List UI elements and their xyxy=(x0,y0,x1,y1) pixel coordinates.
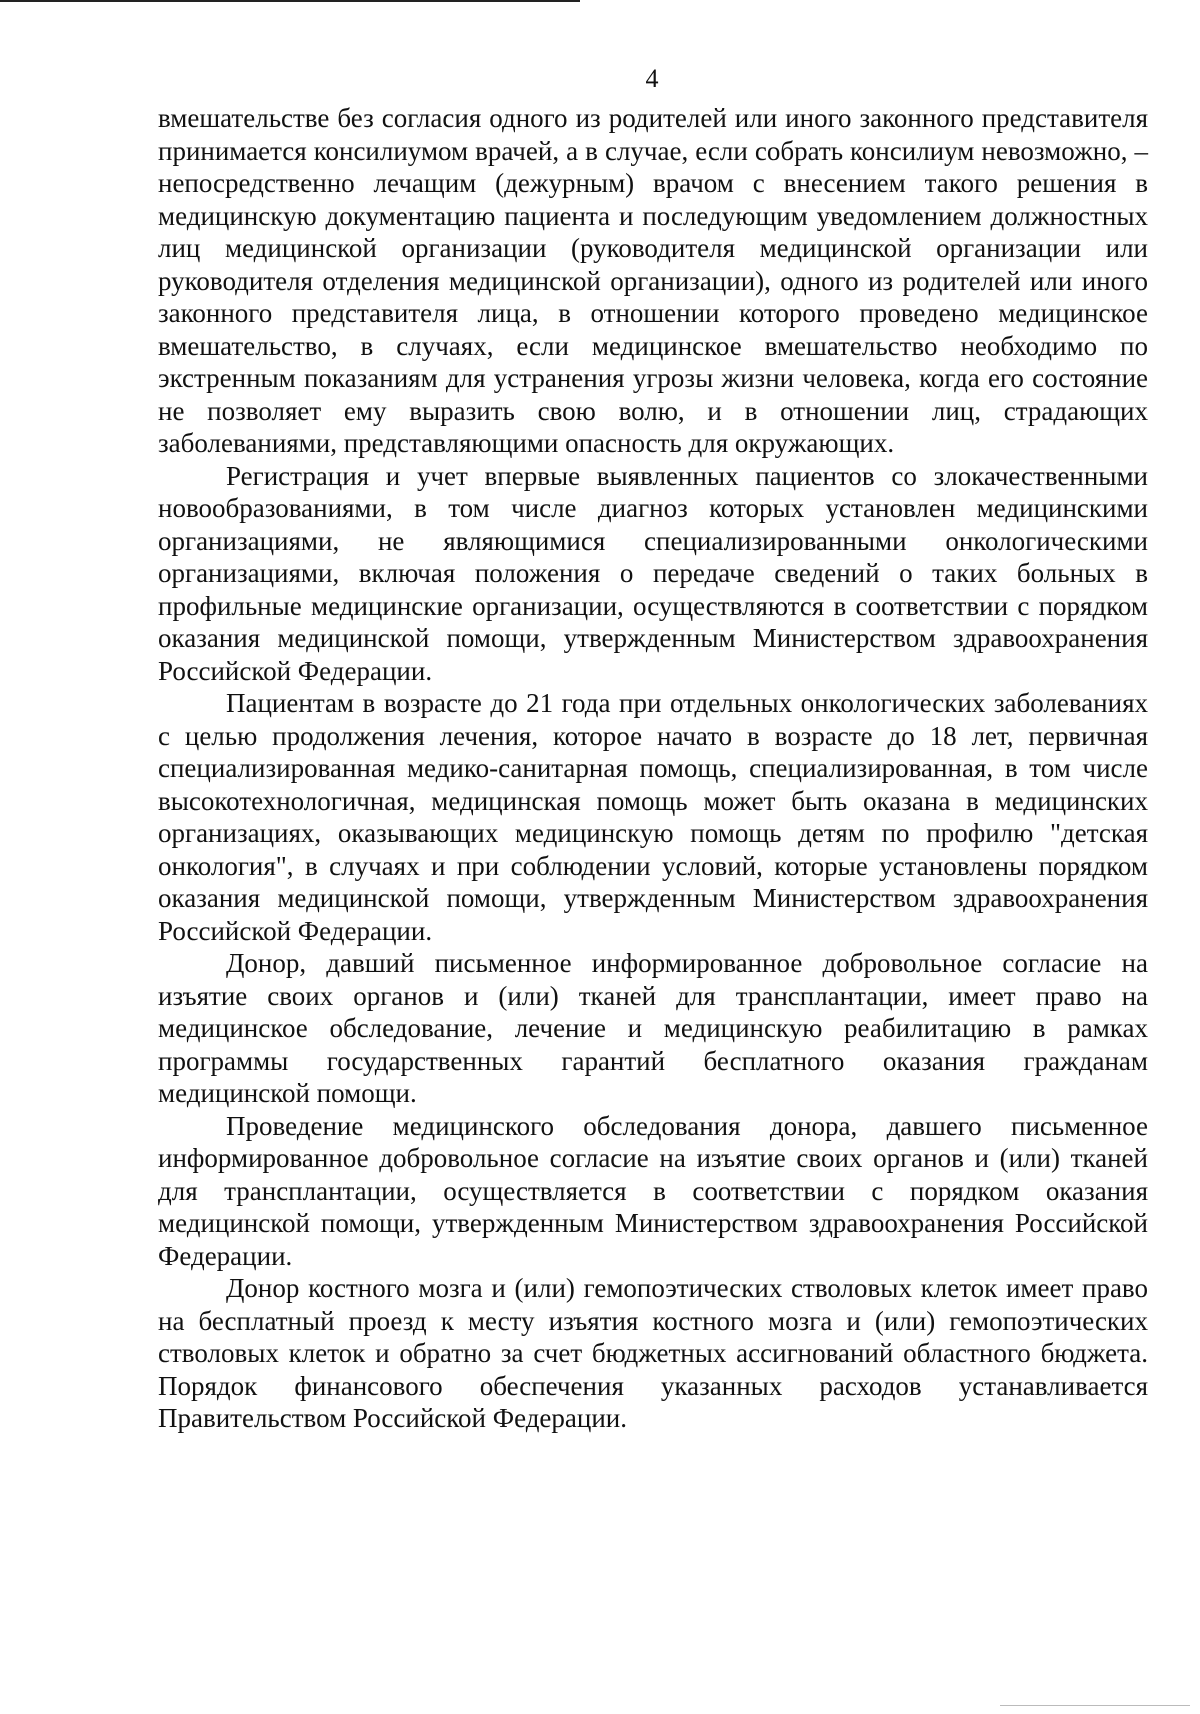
paragraph-donor-rights: Донор, давший письменное информированное добровольное согласие на изъятие своих органов и (или) тканей для трансплантации, имеет право на медицинское обследование, лечение и медицинскую реабилитацию в рамках программы государственных гарантий бесплатного оказания гражданам медицинской помощи. xyxy=(158,948,1148,1108)
page-number: 4 xyxy=(645,64,659,93)
scan-edge-line-bottom xyxy=(1000,1705,1190,1706)
paragraph-bone-marrow-donor: Донор костного мозга и (или) гемопоэтических стволовых клеток имеет право на бесплатный проезд к месту изъятия костного мозга и (или) гемопоэтических стволовых клеток и обратно за счет бюджетных ассигнований областного бюджета. Порядок финансового обеспечения указанных расходов устанавливается Правительством Российской Федерации. xyxy=(158,1273,1148,1433)
scan-edge-line xyxy=(0,0,580,2)
document-body xyxy=(158,102,1148,1435)
paragraph-continuation: вмешательстве без согласия одного из родителей или иного законного представителя принимается консилиумом врачей, а в случае, если собрать консилиум невозможно, – непосредственно лечащим (дежурным) врачом с внесением такого решения в медицинскую документацию пациента и последующим уведомлением должностных лиц медицинской организации (руководителя медицинской организации или руководителя отделения медицинской организации), одного из родителей или иного законного представителя лица, в отношении которого проведено медицинское вмешательство, в случаях, если медицинское вмешательство необходимо по экстренным показаниям для устранения угрозы жизни человека, когда его состояние не позволяет ему выразить свою волю, и в отношении лиц, страдающих заболеваниями, представляющими опасность для окружающих. xyxy=(158,103,1148,458)
paragraph-cancer-registration: Регистрация и учет впервые выявленных пациентов со злокачественными новообразованиями, в том числе диагноз которых установлен медицинскими организациями, не являющимися специализированными онкологическими организациями, включая положения о передаче сведений о таких больных в профильные медицинские организации, осуществляются в соответствии с порядком оказания медицинской помощи, утвержденным Министерством здравоохранения Российской Федерации. xyxy=(158,460,1148,686)
paragraph-pediatric-oncology: Пациентам в возрасте до 21 года при отдельных онкологических заболеваниях с целью продолжения лечения, которое начато в возрасте до 18 лет, первичная специализированная медико-санитарная помощь, специализированная, в том числе высокотехнологичная, медицинская помощь может быть оказана в медицинских организациях, оказывающих медицинскую помощь детям по профилю "детская онкология", в случаях и при соблюдении условий, которые установлены порядком оказания медицинской помощи, утвержденным Министерством здравоохранения Российской Федерации. xyxy=(158,688,1148,946)
paragraph-donor-examination: Проведение медицинского обследования донора, давшего письменное информированное добровольное согласие на изъятие своих органов и (или) тканей для трансплантации, осуществляется в соответствии с порядком оказания медицинской помощи, утвержденным Министерством здравоохранения Российской Федерации. xyxy=(158,1110,1148,1271)
